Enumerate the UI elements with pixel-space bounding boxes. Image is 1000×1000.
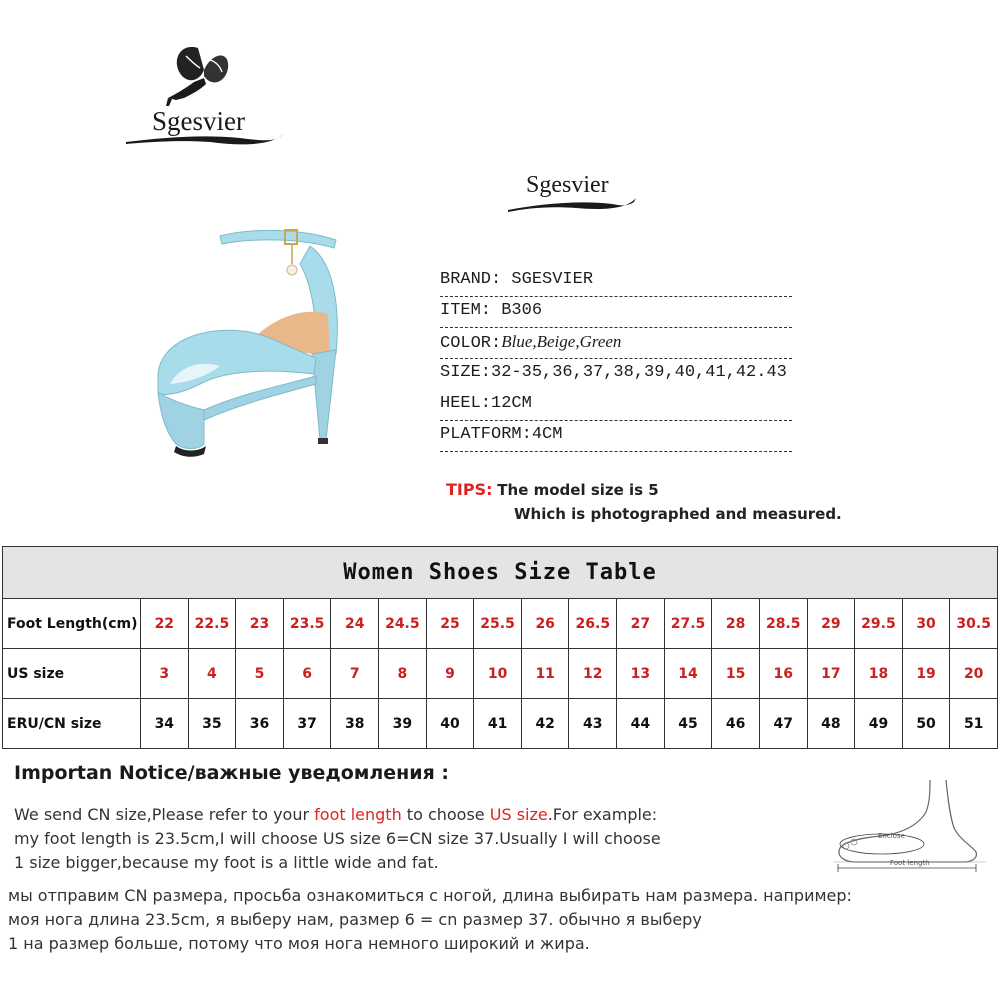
size-cell: 24.5 [379, 599, 427, 649]
butterfly-heel-icon [120, 42, 290, 154]
spec-value: 12CM [491, 394, 532, 413]
size-cell: 28 [712, 599, 760, 649]
size-cell: 38 [331, 699, 379, 749]
brand-logo [120, 42, 290, 154]
foot-length-row [3, 599, 998, 649]
size-cell: 22 [141, 599, 189, 649]
size-cell: 7 [331, 649, 379, 699]
size-cell: 18 [855, 649, 903, 699]
size-cell: 27 [617, 599, 665, 649]
size-cell: 40 [426, 699, 474, 749]
size-cell: 28.5 [759, 599, 807, 649]
size-cell: 5 [236, 649, 284, 699]
size-table-title: Women Shoes Size Table [3, 547, 998, 599]
size-cell: 50 [902, 699, 950, 749]
size-cell: 13 [617, 649, 665, 699]
size-cell: 22.5 [188, 599, 236, 649]
notice-text: We send CN size,Please refer to your [14, 805, 315, 824]
size-cell: 46 [712, 699, 760, 749]
size-cell: 25 [426, 599, 474, 649]
size-cell: 29.5 [855, 599, 903, 649]
notice-en-line-3: 1 size bigger,because my foot is a little wide and fat. [14, 853, 439, 872]
size-cell: 26.5 [569, 599, 617, 649]
size-cell: 8 [379, 649, 427, 699]
size-cell: 23.5 [283, 599, 331, 649]
notice-text: to choose [401, 805, 490, 824]
notice-russian [8, 884, 988, 956]
notice-title: Importan Notice/важные уведомления : [14, 762, 450, 784]
foot-measure-diagram [826, 776, 990, 876]
tips-label: TIPS: [446, 480, 493, 499]
spec-value: Blue,Beige,Green [501, 332, 622, 351]
spec-brand [440, 266, 792, 297]
spec-value: SGESVIER [511, 270, 594, 289]
notice-text: .For example: [547, 805, 658, 824]
product-specs [440, 266, 800, 452]
brand-name-small: Sgesvier [526, 172, 609, 198]
notice-en-line-2: my foot length is 23.5cm,I will choose US size 6=CN size 37.Usually I will choose [14, 829, 661, 848]
spec-label: HEEL: [440, 394, 492, 413]
notice-highlight: foot length [314, 805, 402, 824]
diagram-label-length: Foot length [890, 859, 930, 867]
size-cell: 48 [807, 699, 855, 749]
spec-item [440, 297, 792, 328]
row-label: ERU/CN size [3, 699, 141, 749]
notice-en-line-1 [14, 803, 774, 827]
spec-label: PLATFORM: [440, 425, 532, 444]
size-cell: 37 [283, 699, 331, 749]
spec-color [440, 328, 792, 359]
peep-toe-heel-icon [140, 224, 380, 494]
spec-value: 32-35,36,37,38,39,40,41,42.43 [491, 363, 787, 382]
brand-name: Sgesvier [152, 106, 245, 136]
notice-ru-line-3: 1 на размер больше, потому что моя нога немного широкий и жира. [8, 934, 590, 953]
size-cell: 26 [521, 599, 569, 649]
tips-line-2: Which is photographed and measured. [514, 505, 842, 523]
size-cell: 44 [617, 699, 665, 749]
spec-label: ITEM: [440, 301, 492, 320]
spec-label: SIZE: [440, 363, 492, 382]
size-cell: 27.5 [664, 599, 712, 649]
size-cell: 20 [950, 649, 998, 699]
size-cell: 30.5 [950, 599, 998, 649]
row-label: US size [3, 649, 141, 699]
tips-line-1: The model size is 5 [497, 481, 659, 499]
spec-size [440, 359, 792, 390]
product-image [140, 224, 380, 494]
size-cell: 16 [759, 649, 807, 699]
size-cell: 25.5 [474, 599, 522, 649]
spec-value: B306 [501, 301, 543, 320]
notice-ru-line-1: мы отправим CN размера, просьба ознакомиться с ногой, длина выбирать нам размера. например: [8, 886, 852, 905]
size-cell: 10 [474, 649, 522, 699]
spec-value: 4CM [531, 425, 563, 444]
spec-heel [440, 390, 792, 421]
spec-platform [440, 421, 792, 452]
size-cell: 11 [521, 649, 569, 699]
size-cell: 29 [807, 599, 855, 649]
size-cell: 23 [236, 599, 284, 649]
diagram-label-enclose: Enclose [878, 832, 905, 840]
size-cell: 24 [331, 599, 379, 649]
spec-label: BRAND: [440, 270, 502, 289]
us-size-row [3, 649, 998, 699]
tips-block [446, 478, 842, 526]
notice-highlight: US size [489, 805, 548, 824]
eu-cn-size-row [3, 699, 998, 749]
size-cell: 35 [188, 699, 236, 749]
size-cell: 41 [474, 699, 522, 749]
size-cell: 39 [379, 699, 427, 749]
size-cell: 4 [188, 649, 236, 699]
size-cell: 9 [426, 649, 474, 699]
size-cell: 45 [664, 699, 712, 749]
size-cell: 17 [807, 649, 855, 699]
brand-logo-small [500, 168, 640, 218]
spec-label: COLOR: [440, 334, 502, 353]
size-cell: 36 [236, 699, 284, 749]
size-cell: 12 [569, 649, 617, 699]
size-cell: 14 [664, 649, 712, 699]
row-label: Foot Length(cm) [3, 599, 141, 649]
notice-ru-line-2: моя нога длина 23.5cm, я выберу нам, размер 6 = cn размер 37. обычно я выберу [8, 910, 702, 929]
size-cell: 30 [902, 599, 950, 649]
size-cell: 43 [569, 699, 617, 749]
size-cell: 47 [759, 699, 807, 749]
size-cell: 19 [902, 649, 950, 699]
size-table [2, 546, 998, 749]
size-cell: 42 [521, 699, 569, 749]
size-cell: 3 [141, 649, 189, 699]
size-cell: 51 [950, 699, 998, 749]
size-cell: 15 [712, 649, 760, 699]
size-cell: 49 [855, 699, 903, 749]
size-cell: 6 [283, 649, 331, 699]
size-cell: 34 [141, 699, 189, 749]
notice-english [14, 803, 774, 875]
foot-icon [826, 776, 990, 876]
